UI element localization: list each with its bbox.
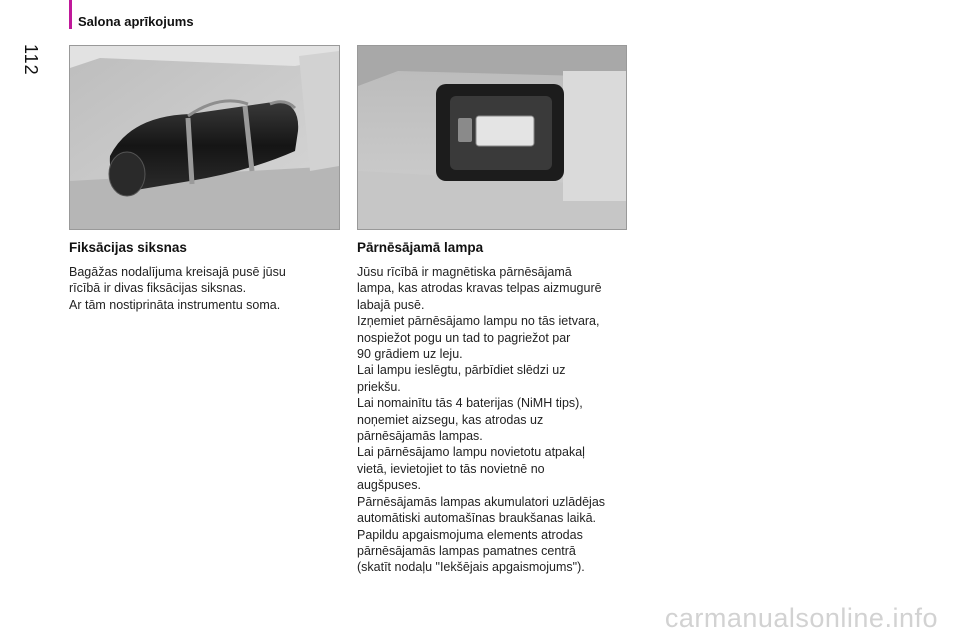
body-line: pārnēsājamās lampas pamatnes centrā bbox=[357, 543, 576, 558]
body-line: Lai pārnēsājamo lampu novietotu atpakaļ bbox=[357, 445, 585, 460]
body-line: vietā, ievietojiet to tās novietnē no bbox=[357, 461, 545, 476]
page-number: 112 bbox=[21, 44, 41, 76]
body-line: Papildu apgaismojuma elements atrodas bbox=[357, 527, 583, 542]
tool-bag-straps-photo bbox=[69, 45, 340, 230]
body-line: priekšu. bbox=[357, 379, 401, 394]
body-line: Pārnēsājamās lampas akumulatori uzlādējas bbox=[357, 494, 606, 509]
body-line: lampa, kas atrodas kravas telpas aizmugurē bbox=[357, 281, 602, 296]
portable-lamp-section bbox=[357, 240, 629, 576]
portable-lamp-heading: Pārnēsājamā lampa bbox=[357, 240, 484, 255]
header-accent-bar bbox=[69, 0, 72, 29]
body-line: augšpuses. bbox=[357, 478, 421, 493]
body-line: pārnēsājamās lampas. bbox=[357, 429, 483, 444]
body-line: 90 grādiem uz leju. bbox=[357, 347, 463, 362]
watermark: carmanualsonline.info bbox=[664, 603, 938, 633]
body-line: Lai nomainītu tās 4 baterijas (NiMH tips), bbox=[357, 396, 583, 411]
body-line: Bagāžas nodalījuma kreisajā pusē jūsu bbox=[69, 265, 286, 279]
body-line: noņemiet aizsegu, kas atrodas uz bbox=[357, 412, 544, 427]
body-line: nospiežot pogu un tad to pagriežot par bbox=[357, 330, 571, 345]
body-line: Jūsu rīcībā ir magnētiska pārnēsājamā bbox=[357, 265, 572, 279]
body-line: (skatīt nodaļu "Iekšējais apgaismojums"). bbox=[357, 560, 585, 575]
body-line: rīcībā ir divas fiksācijas siksnas. bbox=[69, 281, 247, 296]
body-line: Ar tām nostiprināta instrumentu soma. bbox=[69, 297, 281, 312]
tool-bag-straps-section bbox=[69, 240, 339, 313]
portable-lamp-photo bbox=[357, 45, 627, 230]
body-line: Lai lampu ieslēgtu, pārbīdiet slēdzi uz bbox=[357, 363, 566, 378]
tool-bag-straps-heading: Fiksācijas siksnas bbox=[69, 240, 187, 255]
body-line: automātiski automašīnas braukšanas laikā. bbox=[357, 511, 597, 526]
section-title: Salona aprīkojums bbox=[78, 14, 194, 29]
body-line: labajā pusē. bbox=[357, 297, 425, 312]
body-line: Izņemiet pārnēsājamo lampu no tās ietvara, bbox=[357, 314, 600, 329]
